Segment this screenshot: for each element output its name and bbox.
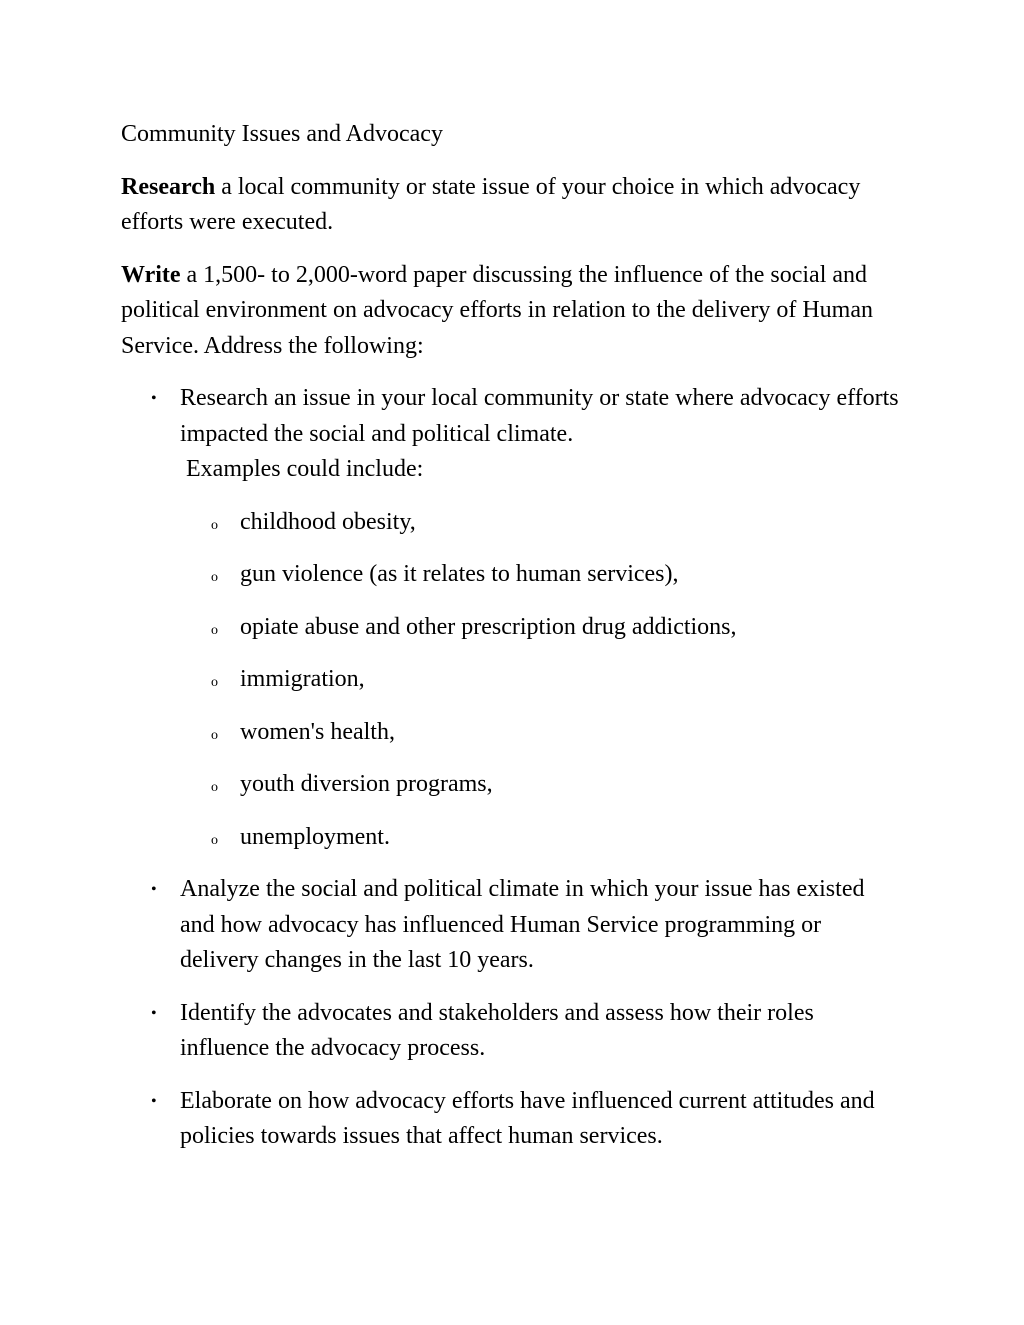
- list-item-text: Identify the advocates and stakeholders and assess how their roles influence the advocacy process.: [180, 999, 814, 1061]
- sub-list-item-text: gun violence (as it relates to human services),: [240, 561, 679, 587]
- sub-list-item: [180, 662, 901, 698]
- circle-bullet-icon: o: [211, 832, 218, 848]
- write-text: a 1,500- to 2,000-word paper discussing the influence of the social and political environment on advocacy efforts in relation to the delivery of Human Service. Address the following:: [121, 261, 873, 359]
- list-item-text: Analyze the social and political climate in which your issue has existed and how advocacy has influenced Human Service programming or delivery changes in the last 10 years.: [180, 876, 865, 973]
- circle-bullet-icon: o: [211, 517, 218, 533]
- list-item: [121, 381, 901, 855]
- circle-bullet-icon: o: [211, 570, 218, 585]
- circle-bullet-icon: o: [211, 780, 218, 795]
- list-item: [121, 872, 901, 979]
- research-paragraph: [121, 170, 901, 241]
- sub-list-item: [180, 820, 901, 856]
- examples-list: [180, 505, 901, 856]
- list-item-text: Elaborate on how advocacy efforts have influenced current attitudes and policies towards issues that affect human services.: [180, 1087, 875, 1149]
- bullet-icon: •: [151, 881, 157, 898]
- sub-list-item-text: women's health,: [240, 718, 395, 745]
- bullet-icon: •: [151, 390, 157, 407]
- sub-list-item: [180, 767, 901, 803]
- bullet-icon: •: [151, 1004, 157, 1022]
- list-item-text: Examples could include:: [186, 456, 424, 482]
- sub-list-item: [180, 610, 901, 646]
- list-item: [121, 1084, 901, 1155]
- sub-list-item: [180, 715, 901, 751]
- sub-list-item-text: immigration,: [240, 666, 365, 692]
- list-item: [121, 996, 901, 1067]
- requirements-list: [121, 381, 901, 1155]
- sub-list-item-text: unemployment.: [240, 823, 390, 850]
- write-lead: Write: [121, 261, 181, 288]
- sub-list-item: [180, 557, 901, 593]
- research-lead: Research: [121, 173, 216, 200]
- document-title: Community Issues and Advocacy: [121, 121, 443, 147]
- bullet-icon: •: [151, 1092, 157, 1110]
- research-text: a local community or state issue of your choice in which advocacy efforts were executed.: [121, 173, 861, 235]
- circle-bullet-icon: o: [211, 727, 218, 743]
- sub-list-item-text: youth diversion programs,: [240, 771, 493, 797]
- circle-bullet-icon: o: [211, 675, 218, 690]
- sub-list-item: [180, 505, 901, 541]
- circle-bullet-icon: o: [211, 622, 218, 638]
- sub-list-item-text: opiate abuse and other prescription drug addictions,: [240, 613, 737, 640]
- document-page: [121, 117, 901, 1172]
- sub-list-item-text: childhood obesity,: [240, 508, 416, 535]
- write-paragraph: [121, 258, 901, 365]
- list-item-text: Research an issue in your local community or state where advocacy efforts impacted the social and political climate.: [180, 385, 899, 447]
